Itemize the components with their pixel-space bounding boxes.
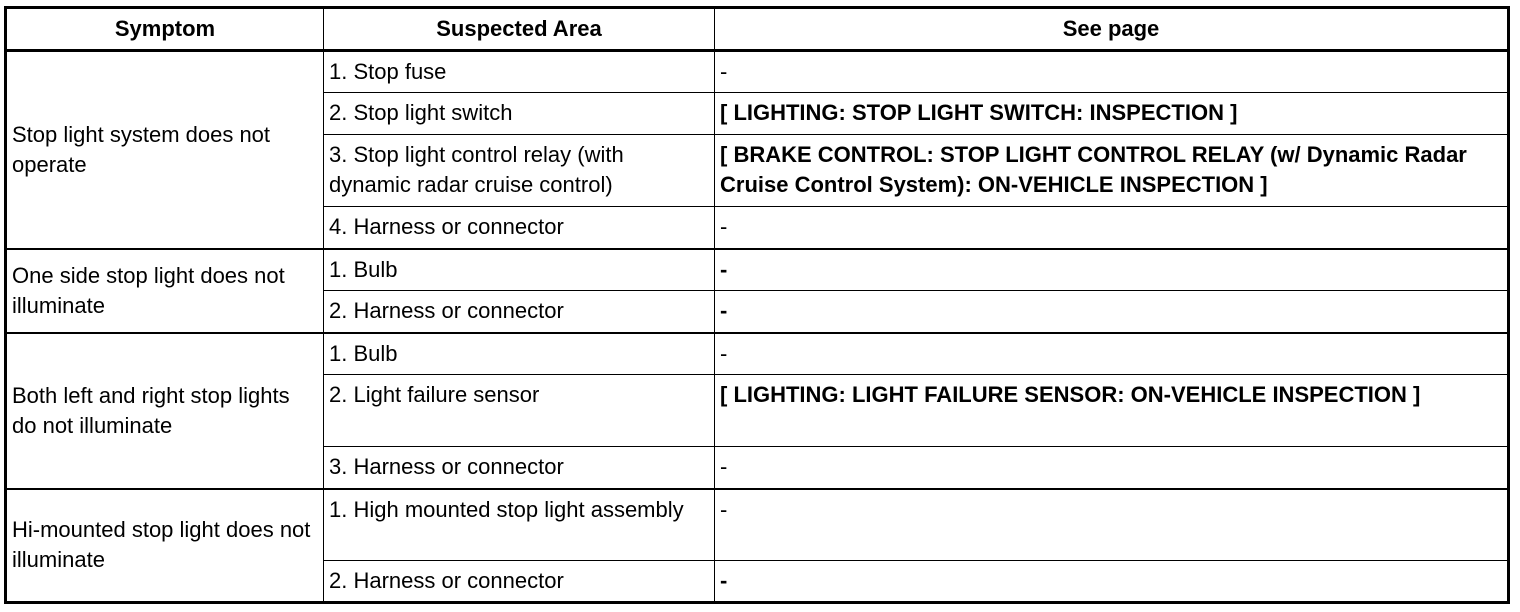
see-page-cell: - — [715, 561, 1509, 603]
see-page-cell: - — [715, 333, 1509, 375]
suspected-area-cell: 1. Bulb — [324, 249, 715, 291]
see-page-cell: - — [715, 447, 1509, 489]
see-page-cell: - — [715, 489, 1509, 561]
see-page-link[interactable]: [ LIGHTING: STOP LIGHT SWITCH: INSPECTION ] — [715, 93, 1509, 135]
table-row — [6, 51, 1509, 93]
symptom-cell: Both left and right stop lights do not illuminate — [6, 333, 324, 489]
suspected-area-cell: 1. Bulb — [324, 333, 715, 375]
symptom-cell: One side stop light does not illuminate — [6, 249, 324, 333]
problem-symptoms-table — [4, 6, 1510, 604]
suspected-area-cell: 2. Harness or connector — [324, 561, 715, 603]
symptom-cell: Stop light system does not operate — [6, 51, 324, 249]
suspected-area-cell: 3. Stop light control relay (with dynamic radar cruise control) — [324, 135, 715, 207]
suspected-area-cell: 1. Stop fuse — [324, 51, 715, 93]
header-suspected-area: Suspected Area — [324, 8, 715, 51]
suspected-area-cell: 2. Light failure sensor — [324, 375, 715, 447]
suspected-area-cell: 1. High mounted stop light assembly — [324, 489, 715, 561]
see-page-link[interactable]: [ BRAKE CONTROL: STOP LIGHT CONTROL RELAY (w/ Dynamic Radar Cruise Control System): ON-VEHICLE INSPECTION ] — [715, 135, 1509, 207]
header-row — [6, 8, 1509, 51]
table-row — [6, 249, 1509, 291]
suspected-area-cell: 3. Harness or connector — [324, 447, 715, 489]
see-page-link[interactable]: [ LIGHTING: LIGHT FAILURE SENSOR: ON-VEHICLE INSPECTION ] — [715, 375, 1509, 447]
header-see-page: See page — [715, 8, 1509, 51]
see-page-cell: - — [715, 249, 1509, 291]
see-page-cell: - — [715, 207, 1509, 249]
see-page-cell: - — [715, 51, 1509, 93]
suspected-area-cell: 4. Harness or connector — [324, 207, 715, 249]
suspected-area-cell: 2. Harness or connector — [324, 291, 715, 333]
symptom-cell: Hi-mounted stop light does not illuminate — [6, 489, 324, 603]
table-row — [6, 333, 1509, 375]
see-page-cell: - — [715, 291, 1509, 333]
header-symptom: Symptom — [6, 8, 324, 51]
suspected-area-cell: 2. Stop light switch — [324, 93, 715, 135]
table-row — [6, 489, 1509, 561]
